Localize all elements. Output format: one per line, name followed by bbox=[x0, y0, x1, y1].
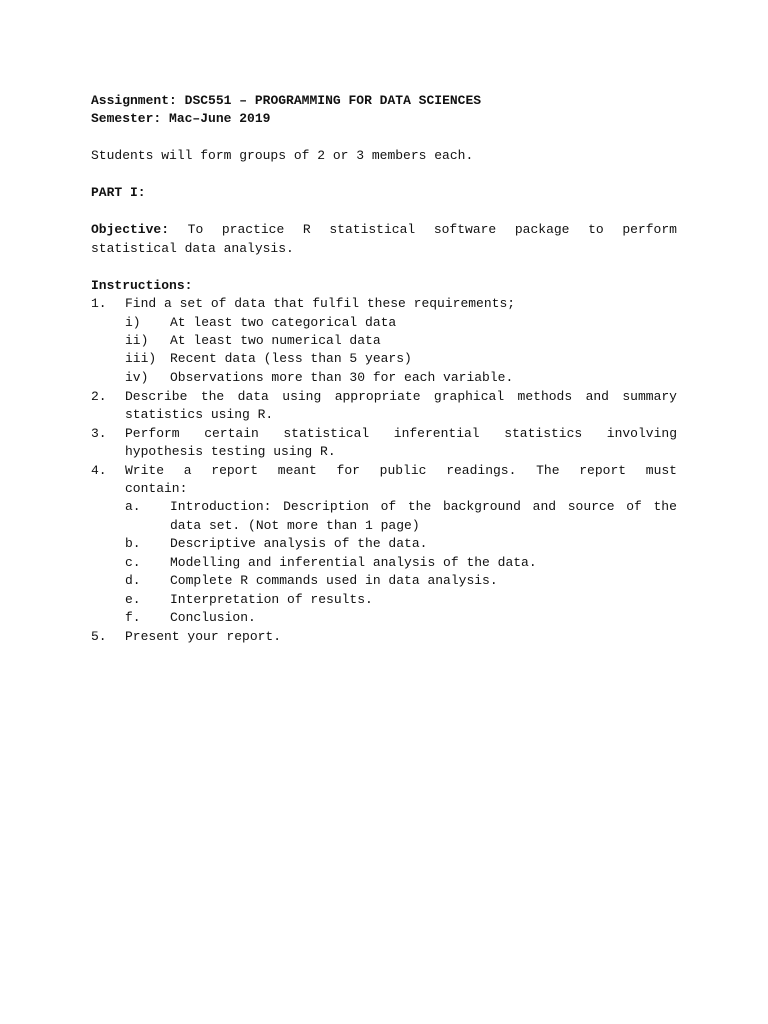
item-word: The bbox=[536, 463, 560, 478]
sub-item-word: of bbox=[626, 499, 642, 514]
sub-item-text: Recent data (less than 5 years) bbox=[170, 351, 412, 366]
item-word: a bbox=[183, 463, 192, 478]
part-heading: PART I: bbox=[91, 185, 146, 200]
sub-item-word: and bbox=[532, 499, 557, 514]
sub-item-word: the bbox=[653, 499, 677, 514]
item-4-line-1 bbox=[125, 462, 677, 480]
groups-text: Students will form groups of 2 or 3 members each. bbox=[91, 148, 474, 163]
objective-word: package bbox=[514, 222, 570, 237]
item-word: statistics bbox=[504, 426, 583, 441]
sub-item-number: d. bbox=[125, 573, 141, 588]
item-2-line-1 bbox=[125, 388, 677, 406]
item-word: certain bbox=[204, 426, 259, 441]
objective-line-2: statistical data analysis. bbox=[91, 241, 294, 256]
sub-item-word: Introduction: bbox=[170, 499, 272, 514]
item-word: must bbox=[645, 463, 677, 478]
sub-item-text: At least two categorical data bbox=[170, 315, 397, 330]
sub-item-number: ii) bbox=[125, 333, 149, 348]
item-word: appropriate bbox=[334, 389, 421, 404]
sub-item-word: source bbox=[567, 499, 615, 514]
item-word: meant bbox=[277, 463, 317, 478]
item-word: methods bbox=[517, 389, 573, 404]
item-2-line-2: statistics using R. bbox=[125, 407, 274, 422]
sub-item-number: iv) bbox=[125, 370, 149, 385]
objective-line-1 bbox=[91, 221, 677, 239]
item-word: report bbox=[211, 463, 259, 478]
sub-item-number: c. bbox=[125, 555, 141, 570]
item-word: inferential bbox=[393, 426, 480, 441]
item-word: Write bbox=[125, 463, 165, 478]
semester-label: Semester: bbox=[91, 111, 162, 126]
sub-item-text: At least two numerical data bbox=[170, 333, 381, 348]
item-word: statistical bbox=[283, 426, 370, 441]
item-word: Perform bbox=[125, 426, 180, 441]
sub-item-word: the bbox=[407, 499, 432, 514]
item-word: using bbox=[282, 389, 322, 404]
sub-item-text: Conclusion. bbox=[170, 610, 256, 625]
item-number: 4. bbox=[91, 463, 107, 478]
item-number: 2. bbox=[91, 389, 107, 404]
sub-item-number: b. bbox=[125, 536, 141, 551]
sub-item-a-line-2: data set. (Not more than 1 page) bbox=[170, 518, 420, 533]
sub-item-number: a. bbox=[125, 499, 141, 514]
item-word: summary bbox=[622, 389, 677, 404]
sub-item-text: Interpretation of results. bbox=[170, 592, 373, 607]
item-word: data bbox=[237, 389, 269, 404]
item-number: 1. bbox=[91, 296, 107, 311]
instructions-heading: Instructions: bbox=[91, 278, 193, 293]
sub-item-text: Descriptive analysis of the data. bbox=[170, 536, 428, 551]
semester-line bbox=[91, 110, 270, 128]
sub-item-text: Observations more than 30 for each variable. bbox=[170, 370, 514, 385]
assignment-line bbox=[91, 92, 481, 110]
item-word: for bbox=[336, 463, 360, 478]
sub-item-word: Description bbox=[283, 499, 369, 514]
item-3-line-2: hypothesis testing using R. bbox=[125, 444, 336, 459]
item-1-text: Find a set of data that fulfil these requirements; bbox=[125, 296, 516, 311]
assignment-label: Assignment: bbox=[91, 93, 177, 108]
objective-word: statistical bbox=[329, 222, 416, 237]
objective-word: practice bbox=[221, 222, 285, 237]
objective-word: R bbox=[302, 222, 311, 237]
sub-item-number: e. bbox=[125, 592, 141, 607]
sub-item-text: Complete R commands used in data analysis. bbox=[170, 573, 498, 588]
item-word: Describe bbox=[125, 389, 188, 404]
sub-item-number: f. bbox=[125, 610, 141, 625]
item-word: readings. bbox=[446, 463, 517, 478]
objective-word: To bbox=[187, 222, 204, 237]
item-4-line-2: contain: bbox=[125, 481, 188, 496]
item-number: 5. bbox=[91, 629, 107, 644]
item-word: public bbox=[379, 463, 427, 478]
sub-item-number: i) bbox=[125, 315, 141, 330]
item-word: involving bbox=[606, 426, 677, 441]
item-5-text: Present your report. bbox=[125, 629, 282, 644]
sub-item-text: Modelling and inferential analysis of the data. bbox=[170, 555, 537, 570]
item-word: the bbox=[200, 389, 225, 404]
sub-item-word: of bbox=[380, 499, 397, 514]
objective-word: to bbox=[588, 222, 604, 237]
objective-label: Objective: bbox=[91, 222, 170, 237]
semester-value: Mac–June 2019 bbox=[169, 111, 271, 126]
item-word: graphical bbox=[433, 389, 505, 404]
objective-word: perform bbox=[622, 222, 677, 237]
sub-item-word: background bbox=[442, 499, 521, 514]
assignment-value: DSC551 – PROGRAMMING FOR DATA SCIENCES bbox=[184, 93, 482, 108]
item-word: report bbox=[579, 463, 627, 478]
item-number: 3. bbox=[91, 426, 107, 441]
item-word: and bbox=[585, 389, 609, 404]
sub-item-a-line-1 bbox=[170, 498, 677, 516]
sub-item-number: iii) bbox=[125, 351, 157, 366]
item-3-line-1 bbox=[125, 425, 677, 443]
objective-word: software bbox=[433, 222, 497, 237]
